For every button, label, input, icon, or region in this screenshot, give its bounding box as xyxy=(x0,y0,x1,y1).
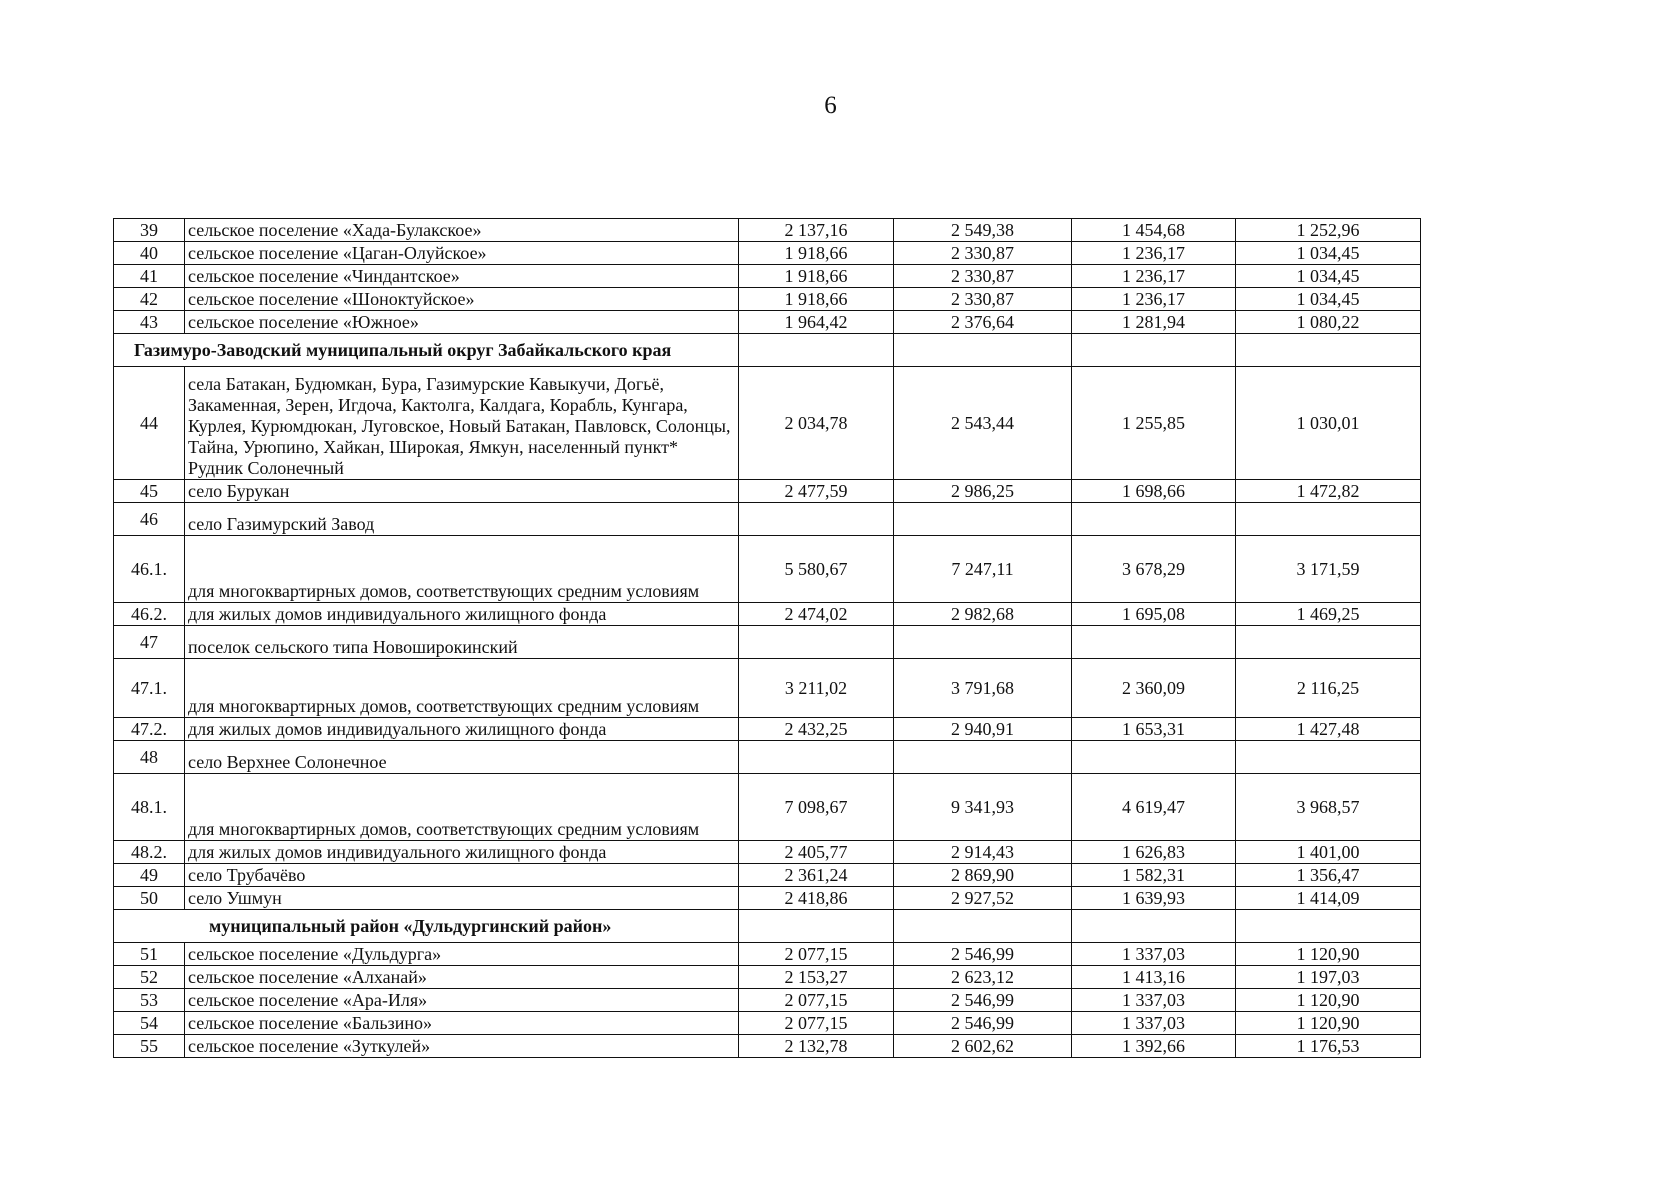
table-row xyxy=(114,503,1421,536)
value-col-4: 1 034,45 xyxy=(1236,265,1421,288)
value-col-2: 2 546,99 xyxy=(894,943,1072,966)
row-number: 55 xyxy=(114,1035,185,1058)
value-col-3 xyxy=(1072,741,1236,774)
value-col-2: 2 623,12 xyxy=(894,966,1072,989)
value-col-2: 2 869,90 xyxy=(894,864,1072,887)
row-name: для многоквартирных домов, соответствующих средним условиям xyxy=(185,659,739,718)
value-col-2: 2 330,87 xyxy=(894,242,1072,265)
value-col-3: 1 413,16 xyxy=(1072,966,1236,989)
value-col-2: 2 330,87 xyxy=(894,288,1072,311)
value-col-1: 3 211,02 xyxy=(739,659,894,718)
empty-cell xyxy=(1236,910,1421,943)
value-col-2 xyxy=(894,626,1072,659)
row-number: 47.1. xyxy=(114,659,185,718)
value-col-1: 1 918,66 xyxy=(739,288,894,311)
value-col-4: 1 030,01 xyxy=(1236,367,1421,480)
value-col-4: 1 472,82 xyxy=(1236,480,1421,503)
table-row xyxy=(114,864,1421,887)
empty-cell xyxy=(1072,334,1236,367)
value-col-1: 2 153,27 xyxy=(739,966,894,989)
value-col-1: 2 405,77 xyxy=(739,841,894,864)
row-name: сельское поселение «Южное» xyxy=(185,311,739,334)
value-col-3: 3 678,29 xyxy=(1072,536,1236,603)
row-name: села Батакан, Будюмкан, Бура, Газимурские Кавыкучи, Догьё, Закаменная, Зерен, Игдоча, Кактолга, Калдага, Корабль, Кунгара, Курлея, Курюмдюкан, Луговское, Новый Батакан, Павловск, Солонцы, Тайна, Урюпино, Хайкан, Широкая, Ямкун, населенный пункт* Рудник Солонечный xyxy=(185,367,739,480)
table-row xyxy=(114,887,1421,910)
row-name: сельское поселение «Зуткулей» xyxy=(185,1035,739,1058)
row-number: 45 xyxy=(114,480,185,503)
value-col-1 xyxy=(739,626,894,659)
table-row xyxy=(114,1012,1421,1035)
value-col-1: 1 918,66 xyxy=(739,242,894,265)
value-col-4: 1 034,45 xyxy=(1236,288,1421,311)
row-name: сельское поселение «Ара-Иля» xyxy=(185,989,739,1012)
value-col-3 xyxy=(1072,503,1236,536)
table-row xyxy=(114,480,1421,503)
value-col-3: 1 695,08 xyxy=(1072,603,1236,626)
value-col-2: 2 986,25 xyxy=(894,480,1072,503)
row-number: 54 xyxy=(114,1012,185,1035)
value-col-4: 3 968,57 xyxy=(1236,774,1421,841)
row-number: 48 xyxy=(114,741,185,774)
value-col-4: 2 116,25 xyxy=(1236,659,1421,718)
value-col-3: 1 582,31 xyxy=(1072,864,1236,887)
row-number: 52 xyxy=(114,966,185,989)
value-col-2: 7 247,11 xyxy=(894,536,1072,603)
value-col-2: 2 549,38 xyxy=(894,219,1072,242)
table-row xyxy=(114,841,1421,864)
value-col-4: 1 356,47 xyxy=(1236,864,1421,887)
row-name: для жилых домов индивидуального жилищного фонда xyxy=(185,603,739,626)
row-number: 53 xyxy=(114,989,185,1012)
table-row xyxy=(114,536,1421,603)
value-col-4 xyxy=(1236,741,1421,774)
table-row xyxy=(114,603,1421,626)
value-col-3: 1 698,66 xyxy=(1072,480,1236,503)
value-col-2 xyxy=(894,503,1072,536)
value-col-2: 2 982,68 xyxy=(894,603,1072,626)
value-col-4: 1 176,53 xyxy=(1236,1035,1421,1058)
table-row xyxy=(114,311,1421,334)
value-col-2: 2 546,99 xyxy=(894,989,1072,1012)
value-col-4: 1 034,45 xyxy=(1236,242,1421,265)
value-col-4: 1 414,09 xyxy=(1236,887,1421,910)
value-col-3: 1 653,31 xyxy=(1072,718,1236,741)
value-col-2: 2 543,44 xyxy=(894,367,1072,480)
row-number: 46.2. xyxy=(114,603,185,626)
value-col-4 xyxy=(1236,503,1421,536)
empty-cell xyxy=(894,334,1072,367)
value-col-1: 2 137,16 xyxy=(739,219,894,242)
value-col-2: 2 940,91 xyxy=(894,718,1072,741)
value-col-4: 1 401,00 xyxy=(1236,841,1421,864)
section-row xyxy=(114,910,1421,943)
row-name: сельское поселение «Алханай» xyxy=(185,966,739,989)
row-number: 46.1. xyxy=(114,536,185,603)
empty-cell xyxy=(739,910,894,943)
value-col-1: 2 477,59 xyxy=(739,480,894,503)
table-row xyxy=(114,989,1421,1012)
value-col-2: 2 330,87 xyxy=(894,265,1072,288)
row-number: 39 xyxy=(114,219,185,242)
value-col-3: 1 236,17 xyxy=(1072,242,1236,265)
row-number: 41 xyxy=(114,265,185,288)
value-col-4: 1 080,22 xyxy=(1236,311,1421,334)
value-col-1: 2 432,25 xyxy=(739,718,894,741)
value-col-1: 2 034,78 xyxy=(739,367,894,480)
value-col-2: 2 602,62 xyxy=(894,1035,1072,1058)
value-col-4: 3 171,59 xyxy=(1236,536,1421,603)
row-name: поселок сельского типа Новоширокинский xyxy=(185,626,739,659)
row-number: 48.2. xyxy=(114,841,185,864)
value-col-1: 2 361,24 xyxy=(739,864,894,887)
value-col-4: 1 469,25 xyxy=(1236,603,1421,626)
row-name: для жилых домов индивидуального жилищного фонда xyxy=(185,841,739,864)
table-row xyxy=(114,718,1421,741)
value-col-4: 1 120,90 xyxy=(1236,1012,1421,1035)
value-col-3 xyxy=(1072,626,1236,659)
row-number: 47 xyxy=(114,626,185,659)
row-name: село Бурукан xyxy=(185,480,739,503)
row-name: для жилых домов индивидуального жилищного фонда xyxy=(185,718,739,741)
row-number: 50 xyxy=(114,887,185,910)
table-row xyxy=(114,966,1421,989)
value-col-1: 2 474,02 xyxy=(739,603,894,626)
section-title: Газимуро-Заводский муниципальный округ Забайкальского края xyxy=(114,334,739,367)
row-name: село Трубачёво xyxy=(185,864,739,887)
table-row xyxy=(114,219,1421,242)
row-number: 44 xyxy=(114,367,185,480)
value-col-1 xyxy=(739,503,894,536)
value-col-2 xyxy=(894,741,1072,774)
empty-cell xyxy=(739,334,894,367)
value-col-3: 1 337,03 xyxy=(1072,989,1236,1012)
row-name: сельское поселение «Шоноктуйское» xyxy=(185,288,739,311)
table-row xyxy=(114,367,1421,480)
row-number: 42 xyxy=(114,288,185,311)
value-col-4: 1 252,96 xyxy=(1236,219,1421,242)
value-col-1: 2 418,86 xyxy=(739,887,894,910)
table-row xyxy=(114,741,1421,774)
row-number: 51 xyxy=(114,943,185,966)
row-name: сельское поселение «Чиндантское» xyxy=(185,265,739,288)
table-row xyxy=(114,626,1421,659)
value-col-2: 2 376,64 xyxy=(894,311,1072,334)
row-name: для многоквартирных домов, соответствующих средним условиям xyxy=(185,774,739,841)
tariff-table xyxy=(113,218,1421,1058)
table-row xyxy=(114,242,1421,265)
row-number: 40 xyxy=(114,242,185,265)
page-number: 6 xyxy=(824,92,837,119)
value-col-2: 2 546,99 xyxy=(894,1012,1072,1035)
value-col-1 xyxy=(739,741,894,774)
value-col-2: 2 914,43 xyxy=(894,841,1072,864)
row-number: 43 xyxy=(114,311,185,334)
empty-cell xyxy=(894,910,1072,943)
value-col-4: 1 120,90 xyxy=(1236,989,1421,1012)
row-name: село Верхнее Солонечное xyxy=(185,741,739,774)
value-col-1: 1 964,42 xyxy=(739,311,894,334)
section-title: муниципальный район «Дульдургинский район» xyxy=(114,910,739,943)
section-row xyxy=(114,334,1421,367)
value-col-2: 2 927,52 xyxy=(894,887,1072,910)
row-number: 48.1. xyxy=(114,774,185,841)
value-col-4: 1 197,03 xyxy=(1236,966,1421,989)
row-number: 49 xyxy=(114,864,185,887)
value-col-3: 1 236,17 xyxy=(1072,288,1236,311)
value-col-1: 2 077,15 xyxy=(739,989,894,1012)
row-name: сельское поселение «Цаган-Олуйское» xyxy=(185,242,739,265)
value-col-1: 1 918,66 xyxy=(739,265,894,288)
value-col-3: 1 281,94 xyxy=(1072,311,1236,334)
empty-cell xyxy=(1072,910,1236,943)
value-col-3: 1 236,17 xyxy=(1072,265,1236,288)
table-row xyxy=(114,265,1421,288)
value-col-3: 1 626,83 xyxy=(1072,841,1236,864)
value-col-4 xyxy=(1236,626,1421,659)
row-name: для многоквартирных домов, соответствующих средним условиям xyxy=(185,536,739,603)
table-row xyxy=(114,288,1421,311)
value-col-3: 4 619,47 xyxy=(1072,774,1236,841)
value-col-3: 1 392,66 xyxy=(1072,1035,1236,1058)
value-col-3: 2 360,09 xyxy=(1072,659,1236,718)
value-col-3: 1 639,93 xyxy=(1072,887,1236,910)
value-col-3: 1 454,68 xyxy=(1072,219,1236,242)
table-row xyxy=(114,1035,1421,1058)
value-col-2: 3 791,68 xyxy=(894,659,1072,718)
row-name: село Газимурский Завод xyxy=(185,503,739,536)
row-name: сельское поселение «Хада-Булакское» xyxy=(185,219,739,242)
row-number: 47.2. xyxy=(114,718,185,741)
row-name: сельское поселение «Бальзино» xyxy=(185,1012,739,1035)
table-row xyxy=(114,774,1421,841)
table-row xyxy=(114,943,1421,966)
value-col-3: 1 255,85 xyxy=(1072,367,1236,480)
value-col-4: 1 427,48 xyxy=(1236,718,1421,741)
row-name: сельское поселение «Дульдурга» xyxy=(185,943,739,966)
value-col-1: 5 580,67 xyxy=(739,536,894,603)
value-col-1: 2 132,78 xyxy=(739,1035,894,1058)
table-row xyxy=(114,659,1421,718)
value-col-3: 1 337,03 xyxy=(1072,1012,1236,1035)
value-col-3: 1 337,03 xyxy=(1072,943,1236,966)
value-col-1: 7 098,67 xyxy=(739,774,894,841)
value-col-1: 2 077,15 xyxy=(739,943,894,966)
value-col-4: 1 120,90 xyxy=(1236,943,1421,966)
value-col-2: 9 341,93 xyxy=(894,774,1072,841)
value-col-1: 2 077,15 xyxy=(739,1012,894,1035)
empty-cell xyxy=(1236,334,1421,367)
row-number: 46 xyxy=(114,503,185,536)
row-name: село Ушмун xyxy=(185,887,739,910)
